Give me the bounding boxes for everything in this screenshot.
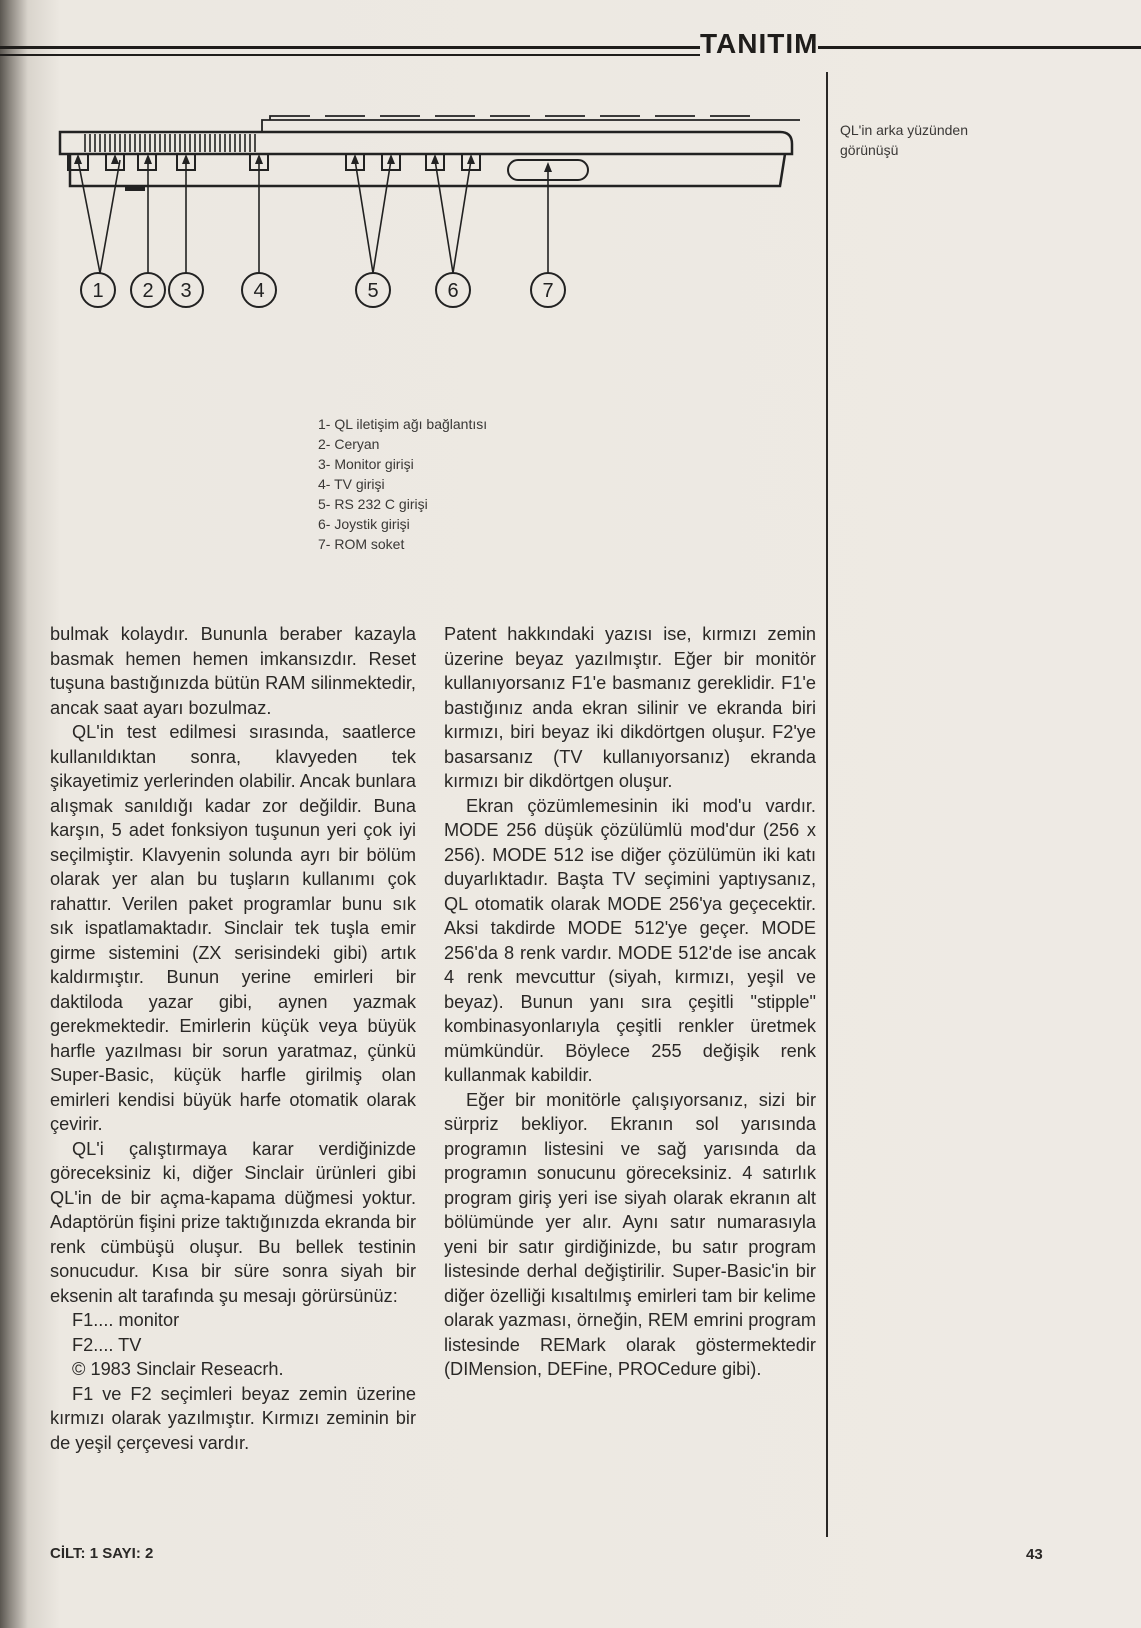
callout-7: 7 [542, 280, 554, 302]
text-column-right [444, 622, 816, 1382]
callout-4: 4 [253, 280, 265, 302]
legend-item: 3- Monitor girişi [318, 456, 414, 472]
section-title: TANITIM [700, 28, 819, 59]
header-rule-bottom [0, 54, 700, 56]
callout-2: 2 [142, 280, 154, 302]
screen-message-line: F1.... monitor [72, 1310, 180, 1330]
legend-item: 4- TV girişi [318, 476, 385, 492]
callout-3: 3 [180, 280, 192, 302]
callout-5: 5 [367, 280, 379, 302]
issue-info: CİLT: 1 SAYI: 2 [50, 1545, 154, 1562]
callout-1: 1 [92, 280, 104, 302]
paragraph: bulmak kolaydır. Bununla beraber kazayla basmak hemen hemen imkansızdır. Reset tuşuna bastığınızda bütün RAM silinmektedir, ancak saat ayarı bozulmaz. [50, 624, 416, 718]
callout-6: 6 [447, 280, 459, 302]
figure-legend [318, 414, 487, 554]
keyboard-keys [262, 116, 800, 132]
column-divider [826, 72, 828, 1537]
figure-caption: QL'in arka yüzünden görünüşü [840, 122, 968, 158]
paragraph: Eğer bir monitörle çalışıyorsanız, sizi bir sürpriz bekliyor. Ekranın sol yarısında programın listesini ve sağ yarısında da programın sonucunu göreceksiniz. 4 satırlık program giriş yeri ise siyah olarak ekranın alt bölümünde yer alır. Aynı satır numarasıyla yeni bir satır girdiğinizde, bu satır program listesinde derhal değiştirilir. Super-Basic'in bir diğer özelliği kısaltılmış emirleri tam bir kelime olarak yazması, örneğin, REM emrini program listesinde REMark olarak göstermektedir (DIMension, DEFine, PROCedure gibi). [444, 1089, 816, 1379]
header-rule-right [818, 46, 1141, 49]
screen-message-line: F2.... TV [72, 1334, 142, 1355]
legend-item: 5- RS 232 C girişi [318, 496, 428, 512]
legend-item: 1- QL iletişim ağı bağlantısı [318, 416, 488, 432]
legend-item: 6- Joystik girişi [318, 516, 410, 532]
leader-lines [78, 160, 548, 273]
paragraph: QL'in test edilmesi sırasında, saatlerce kullanıldıktan sonra, klavyeden tek şikayetimiz yerlerinden olabilir. Ancak bunlara alışmak sanıldığı kadar zor değildir. Buna karşın, 5 adet fonksiyon tuşunun yeri çok iyi seçilmiştir. Klavyenin solunda ayrı bir bölüm olarak yer alan bu tuşların kullanımı çok rahattır. Verilen paket programlar bunu sık sık ispatlamaktadır. Sinclair tek tuşla emir girme sistemini (ZX serisindeki gibi) artık kaldırmıştır. Bunun yerine emirleri bir daktiloda yazar gibi, aynen yazmak gerekmektedir. Emirlerin küçük veya büyük harfle yazılması bir sorun yaratmaz, çünkü Super-Basic, küçük harfle girilmiş olan emirleri kendisi büyük harfe otomatik olarak çevirir. [50, 722, 416, 1134]
paragraph: Patent hakkındaki yazısı ise, kırmızı zemin üzerine beyaz yazılmıştır. Eğer bir monitör kullanıyorsanız F1'e basmanız gereklidir. F1'e bastığınız anda ekran silinir ve ekranda biri kırmızı, biri beyaz iki dikdörtgen oluşur. F2'ye basarsanız (TV kullanıyorsanız) ekranda kırmızı bir dikdörtgen oluşur. [444, 624, 816, 791]
legend-item: 7- ROM soket [318, 536, 405, 552]
legend-item: 2- Ceryan [318, 436, 380, 452]
paragraph: F1 ve F2 seçimleri beyaz zemin üzerine kırmızı olarak yazılmıştır. Kırmızı zeminin bir de yeşil çerçevesi vardır. [50, 1383, 416, 1453]
callout-circles [81, 273, 565, 307]
paragraph: Ekran çözümlemesinin iki mod'u vardır. MODE 256 düşük çözülümlü mod'dur (256 x 256). MODE 512 ise diğer çözülümün iki katı duyarlıktadır. Başta TV seçimini yaptıysanız, QL otomatik olarak MODE 256'ya geçecektir. Aksi takdirde MODE 512'ye geçer. MODE 256'da 8 renk vardır. MODE 512'de ise ancak 4 renk mevcuttur (siyah, kırmızı, yeşil ve beyaz). Bunun yanı sıra çeşitli "stipple" kombinasyonlarıyla çeşitli renkler üretmek mümkündür. Böylece 255 değişik renk kullanmak kabildir. [444, 795, 816, 1085]
paragraph: QL'i çalıştırmaya karar verdiğinizde göreceksiniz ki, diğer Sinclair ürünleri gibi QL'in de bir açma-kapama düğmesi yoktur. Adaptörün fişini prize taktığınızda ekranda bir renk cümbüşü oluşur. Bu bellek testinin sonucudur. Kısa bir süre sonra siyah bir eksenin alt tarafında şu mesajı görürsünüz: [50, 1138, 416, 1306]
header-rule-top [0, 46, 700, 49]
ql-rear-view-diagram [40, 110, 820, 340]
vent-slots [85, 134, 255, 152]
text-column-left [50, 622, 416, 1455]
page-number: 43 [1026, 1546, 1043, 1563]
screen-message-line: © 1983 Sinclair Reseacrh. [72, 1359, 284, 1379]
